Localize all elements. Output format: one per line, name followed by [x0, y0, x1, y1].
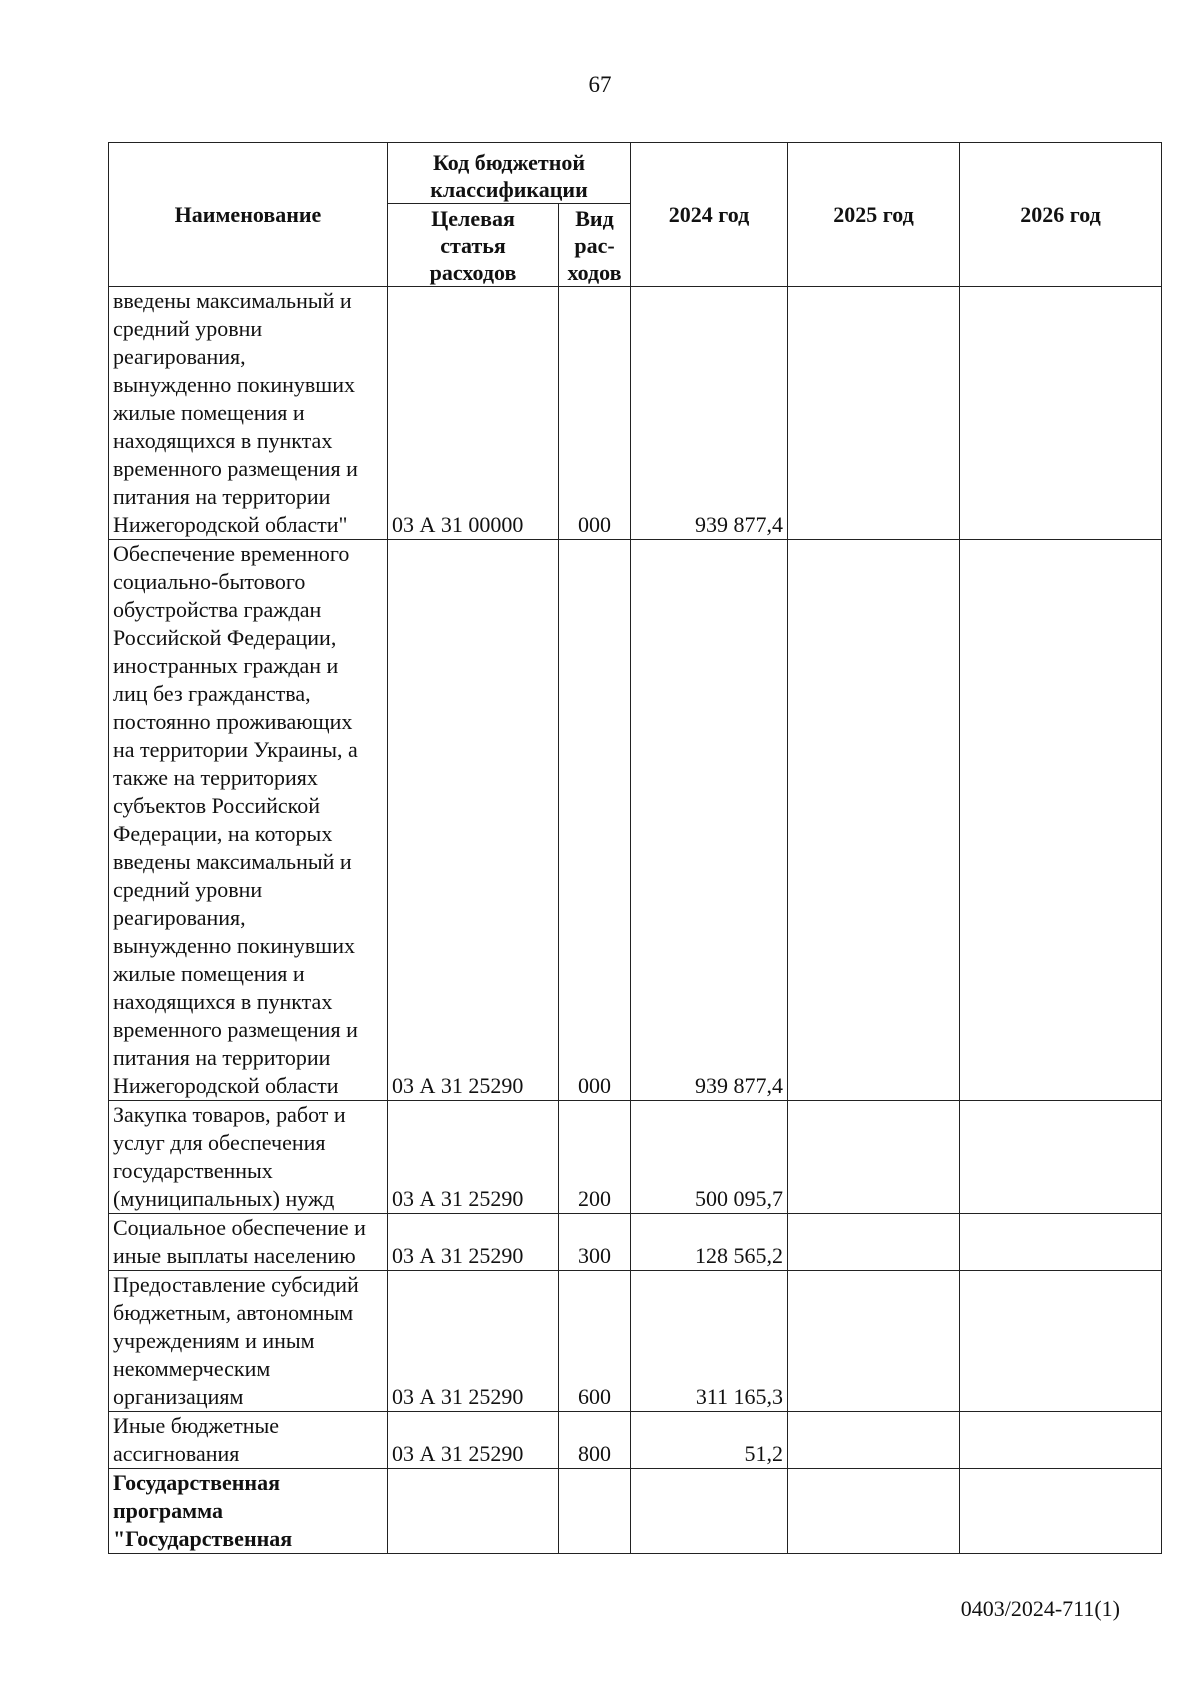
- page-number: 67: [588, 72, 612, 97]
- row-amount-2025: [788, 1412, 960, 1469]
- row-expense-kind: 600: [559, 1271, 631, 1412]
- budget-table: [108, 142, 1162, 1554]
- row-amount-2024: 939 877,4: [631, 287, 788, 540]
- row-amount-2026: [960, 540, 1162, 1101]
- row-amount-2025: [788, 540, 960, 1101]
- row-amount-2024: 311 165,3: [631, 1271, 788, 1412]
- row-name: Социальное обеспечение и иные выплаты населению: [109, 1214, 388, 1271]
- row-amount-2024: 128 565,2: [631, 1214, 788, 1271]
- row-name: Обеспечение временного социально-бытового обустройства граждан Российской Федерации, иностранных граждан и лиц без гражданства, постоянно проживающих на территории Украины, а также на территориях субъектов Российской Федерации, на которых введены максимальный и средний уровни реагирования, вынужденно покинувших жилые помещения и находящихся в пунктах временного размещения и питания на территории Нижегородской области: [109, 540, 388, 1101]
- row-amount-2024: [631, 1469, 788, 1554]
- table-row: [109, 1271, 1162, 1412]
- row-target-article: 03 А 31 25290: [388, 1412, 559, 1469]
- row-name: Государственная программа "Государственная: [109, 1469, 388, 1554]
- row-amount-2025: [788, 1469, 960, 1554]
- row-amount-2024: 500 095,7: [631, 1101, 788, 1214]
- header-target-article: Целевая статья расходов: [388, 204, 559, 287]
- row-target-article: [388, 1469, 559, 1554]
- row-amount-2025: [788, 287, 960, 540]
- row-expense-kind: 800: [559, 1412, 631, 1469]
- row-amount-2026: [960, 287, 1162, 540]
- row-expense-kind: [559, 1469, 631, 1554]
- table-row: [109, 287, 1162, 540]
- row-amount-2026: [960, 1412, 1162, 1469]
- row-expense-kind: 200: [559, 1101, 631, 1214]
- table-row: [109, 1469, 1162, 1554]
- header-budget-code: Код бюджетной классификации: [388, 143, 631, 204]
- row-amount-2025: [788, 1101, 960, 1214]
- table-row: [109, 1214, 1162, 1271]
- row-expense-kind: 300: [559, 1214, 631, 1271]
- row-amount-2026: [960, 1469, 1162, 1554]
- row-amount-2025: [788, 1214, 960, 1271]
- row-target-article: 03 А 31 25290: [388, 540, 559, 1101]
- header-2026: 2026 год: [960, 143, 1162, 287]
- row-amount-2025: [788, 1271, 960, 1412]
- row-amount-2026: [960, 1101, 1162, 1214]
- row-target-article: 03 А 31 00000: [388, 287, 559, 540]
- row-name: Иные бюджетные ассигнования: [109, 1412, 388, 1469]
- row-amount-2026: [960, 1214, 1162, 1271]
- row-name: Предоставление субсидий бюджетным, автономным учреждениям и иным некоммерческим организациям: [109, 1271, 388, 1412]
- header-name: Наименование: [109, 143, 388, 287]
- row-expense-kind: 000: [559, 540, 631, 1101]
- row-name: введены максимальный и средний уровни реагирования, вынужденно покинувших жилые помещения и находящихся в пунктах временного размещения и питания на территории Нижегородской области": [109, 287, 388, 540]
- row-amount-2026: [960, 1271, 1162, 1412]
- table-row: [109, 540, 1162, 1101]
- header-2024: 2024 год: [631, 143, 788, 287]
- row-amount-2024: 939 877,4: [631, 540, 788, 1101]
- row-name: Закупка товаров, работ и услуг для обеспечения государственных (муниципальных) нужд: [109, 1101, 388, 1214]
- row-expense-kind: 000: [559, 287, 631, 540]
- row-amount-2024: 51,2: [631, 1412, 788, 1469]
- header-2025: 2025 год: [788, 143, 960, 287]
- document-number: 0403/2024-711(1): [960, 1596, 1120, 1621]
- header-row-top: [109, 143, 1162, 204]
- row-target-article: 03 А 31 25290: [388, 1271, 559, 1412]
- header-expense-kind: Вид рас-ходов: [559, 204, 631, 287]
- table-row: [109, 1412, 1162, 1469]
- row-target-article: 03 А 31 25290: [388, 1101, 559, 1214]
- table-row: [109, 1101, 1162, 1214]
- row-target-article: 03 А 31 25290: [388, 1214, 559, 1271]
